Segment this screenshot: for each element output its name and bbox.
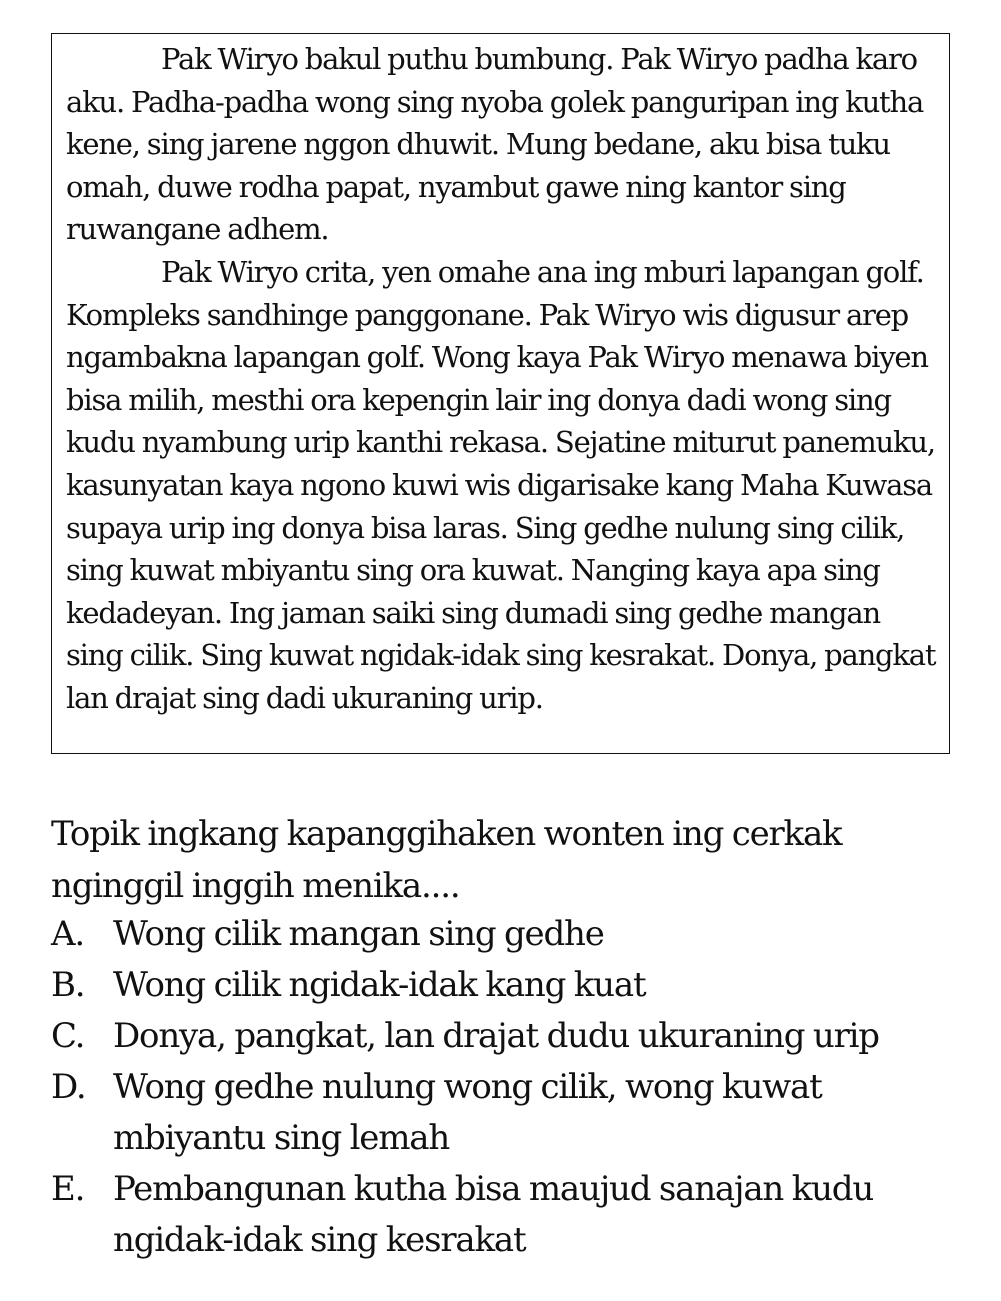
answer-options-list [51,909,951,1266]
option-b-letter: B. [51,965,85,1005]
option-e-letter: E. [51,1169,85,1209]
option-a[interactable] [51,909,951,960]
option-d-letter: D. [51,1067,86,1107]
option-e-text: Pembangunan kutha bisa maujud sanajan kudu ngidak-idak sing kesrakat [113,1169,874,1260]
option-b[interactable] [51,960,951,1011]
option-c-letter: C. [51,1016,85,1056]
option-b-text: Wong cilik ngidak-idak kang kuat [113,965,646,1005]
option-d-text: Wong gedhe nulung wong cilik, wong kuwat mbiyantu sing lemah [113,1067,822,1158]
option-e[interactable] [51,1164,951,1266]
question-text: Topik ingkang kapanggihaken wonten ing cerkak nginggil inggih menika.... [51,814,842,906]
option-a-text: Wong cilik mangan sing gedhe [113,914,604,954]
option-c[interactable] [51,1011,951,1062]
passage-paragraph-1: Pak Wiryo bakul puthu bumbung. Pak Wiryo padha karo aku. Padha-padha wong sing nyoba golek panguripan ing kutha kene, sing jarene nggon dhuwit. Mung bedane, aku bisa tuku omah, duwe rodha papat, nyambut gawe ning kantor sing ruwangane adhem. [66,42,924,247]
passage-paragraph-2: Pak Wiryo crita, yen omahe ana ing mburi lapangan golf. Kompleks sandhinge panggonane. Pak Wiryo wis digusur arep ngambakna lapangan golf. Wong kaya Pak Wiryo menawa biyen bisa milih, mesthi ora kepengin lair ing donya dadi wong sing kudu nyambung urip kanthi rekasa. Sejatine miturut panemuku, kasunyatan kaya ngono kuwi wis digarisake kang Maha Kuwasa supaya urip ing donya bisa laras. Sing gedhe nulung sing cilik, sing kuwat mbiyantu sing ora kuwat. Nanging kaya apa sing kedadeyan. Ing jaman saiki sing dumadi sing gedhe mangan sing cilik. Sing kuwat ngidak-idak sing kesrakat. Donya, pangkat lan drajat sing dadi ukuraning urip. [66,254,936,715]
option-c-text: Donya, pangkat, lan drajat dudu ukuraning urip [113,1016,879,1056]
option-d[interactable] [51,1062,951,1164]
option-a-letter: A. [51,914,84,954]
reading-passage-box [51,33,950,754]
